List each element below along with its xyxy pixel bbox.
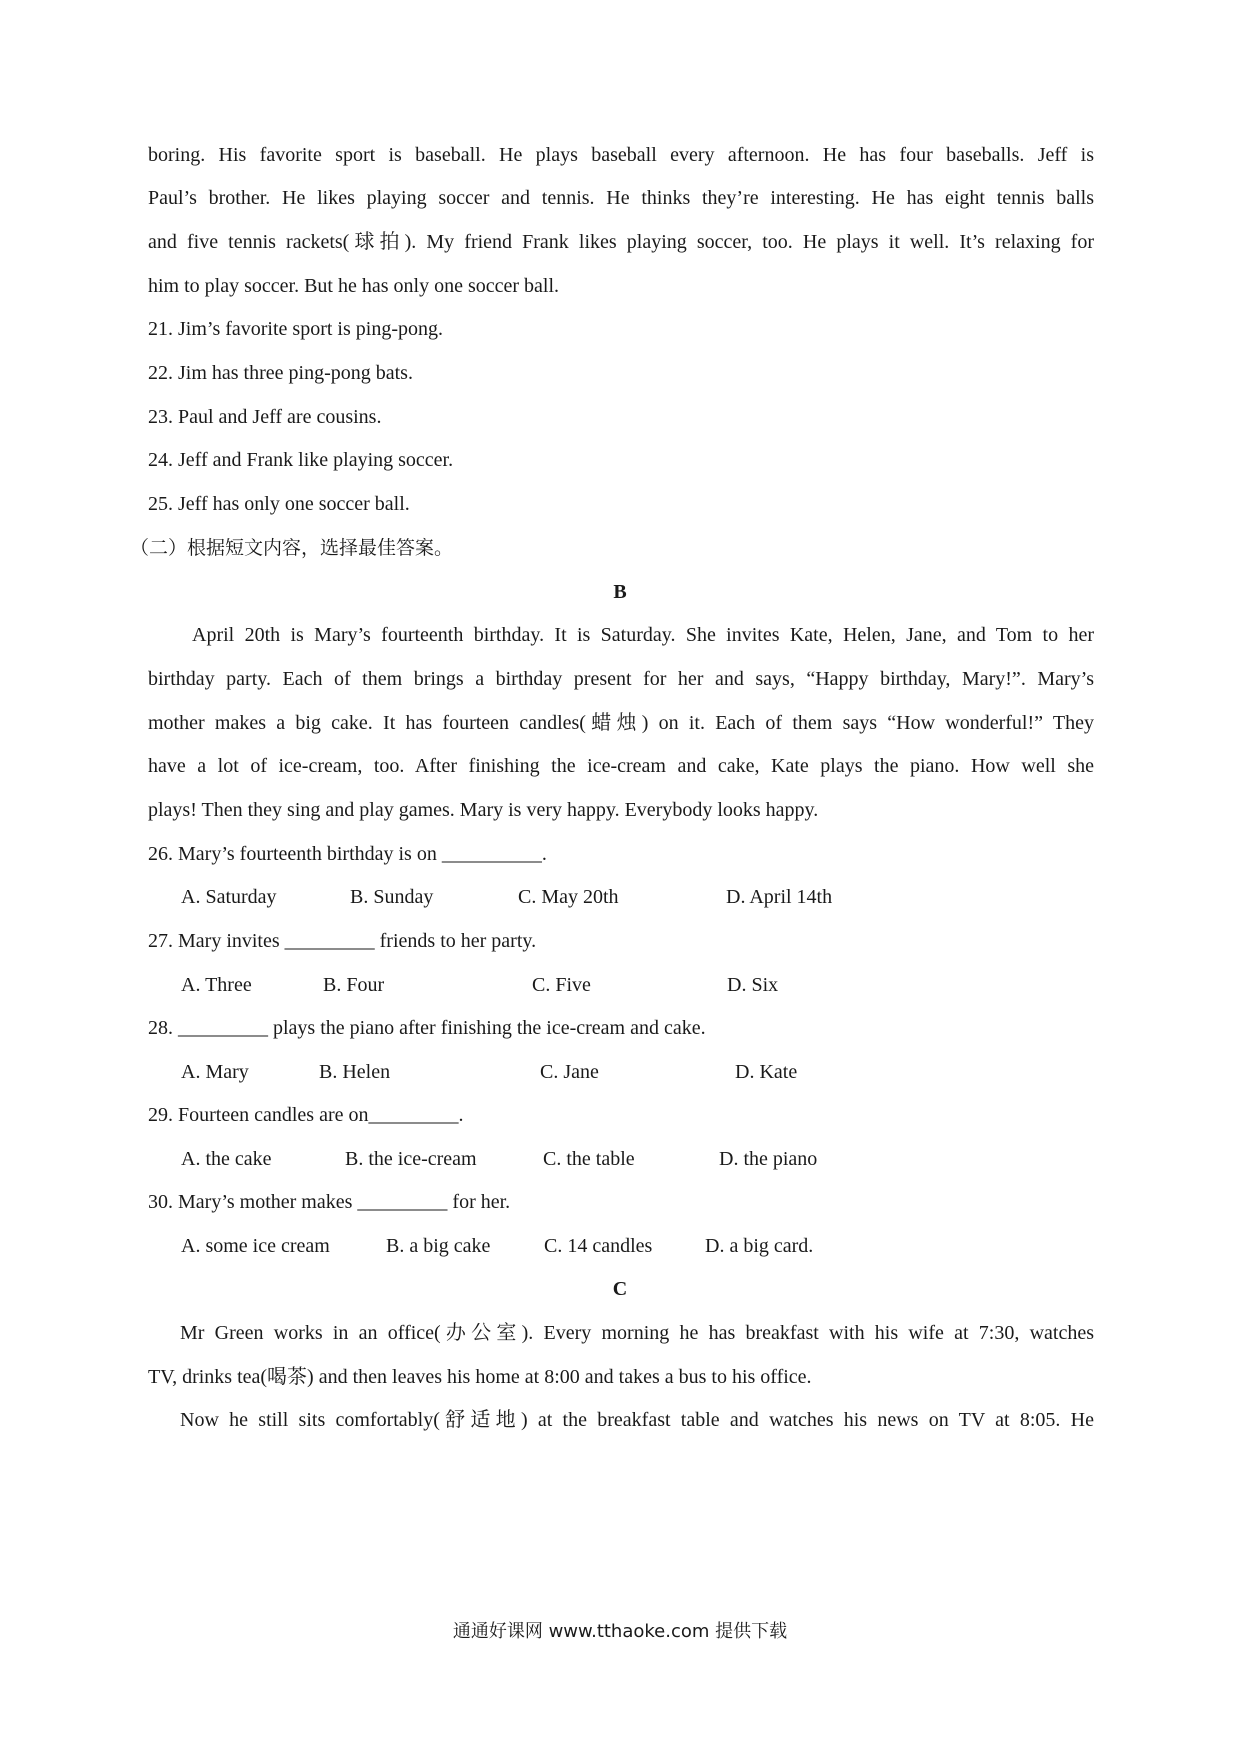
question-30-option-b: B. a big cake — [386, 1235, 491, 1257]
question-28-option-d: D. Kate — [735, 1061, 798, 1083]
passage-a-line-2: Paul’s brother. He likes playing soccer and tennis. He thinks they’re interesting. He has eight tennis balls — [148, 187, 1094, 209]
passage-c-line-2: TV, drinks tea(喝茶) and then leaves his home at 8:00 and takes a bus to his office. — [148, 1366, 812, 1388]
passage-a-line-1: boring. His favorite sport is baseball. He plays baseball every afternoon. He has four baseballs. Jeff is — [148, 144, 1094, 166]
question-26-option-a: A. Saturday — [181, 886, 277, 908]
passage-b-line-3: mother makes a big cake. It has fourteen candles(蜡烛) on it. Each of them says “How wonderful!” They — [148, 712, 1094, 734]
passage-b-line-1: April 20th is Mary’s fourteenth birthday. It is Saturday. She invites Kate, Helen, Jane, and Tom to her — [192, 624, 1094, 646]
passage-b-line-5: plays! Then they sing and play games. Mary is very happy. Everybody looks happy. — [148, 799, 819, 821]
question-27-option-d: D. Six — [727, 974, 779, 996]
question-27-option-c: C. Five — [532, 974, 591, 996]
statement-21: 21. Jim’s favorite sport is ping-pong. — [148, 318, 443, 340]
passage-b-line-4: have a lot of ice-cream, too. After finishing the ice-cream and cake, Kate plays the piano. How well she — [148, 755, 1094, 777]
question-26-option-b: B. Sunday — [350, 886, 434, 908]
question-27-stem: 27. Mary invites _________ friends to her party. — [148, 930, 537, 952]
question-27-option-b: B. Four — [323, 974, 385, 996]
statement-23: 23. Paul and Jeff are cousins. — [148, 406, 382, 428]
question-28-option-b: B. Helen — [319, 1061, 391, 1083]
question-28-option-c: C. Jane — [540, 1061, 599, 1083]
question-30-option-c: C. 14 candles — [544, 1235, 653, 1257]
passage-c-heading: C — [612, 1278, 628, 1300]
passage-a-line-3: and five tennis rackets(球拍). My friend Frank likes playing soccer, too. He plays it well. It’s relaxing for — [148, 231, 1094, 253]
question-29-option-a: A. the cake — [181, 1148, 272, 1170]
passage-a-line-4: him to play soccer. But he has only one soccer ball. — [148, 275, 560, 297]
statement-24: 24. Jeff and Frank like playing soccer. — [148, 449, 454, 471]
question-27-option-a: A. Three — [181, 974, 252, 996]
statement-22: 22. Jim has three ping-pong bats. — [148, 362, 413, 384]
question-26-option-c: C. May 20th — [518, 886, 619, 908]
question-26-option-d: D. April 14th — [726, 886, 833, 908]
question-29-option-b: B. the ice-cream — [345, 1148, 477, 1170]
passage-c-line-3: Now he still sits comfortably(舒适地) at the breakfast table and watches his news on TV at 8:05. He — [180, 1409, 1094, 1431]
question-30-stem: 30. Mary’s mother makes _________ for her. — [148, 1191, 511, 1213]
question-26-stem: 26. Mary’s fourteenth birthday is on __________. — [148, 843, 547, 865]
passage-b-line-2: birthday party. Each of them brings a birthday present for her and says, “Happy birthday, Mary!”. Mary’s — [148, 668, 1094, 690]
passage-b-heading: B — [613, 581, 627, 603]
question-29-option-d: D. the piano — [719, 1148, 818, 1170]
section-two-instruction: （二）根据短文内容，选择最佳答案。 — [130, 537, 454, 559]
passage-c-line-1: Mr Green works in an office(办公室). Every morning he has breakfast with his wife at 7:30, watches — [180, 1322, 1094, 1344]
question-28-option-a: A. Mary — [181, 1061, 249, 1083]
statement-25: 25. Jeff has only one soccer ball. — [148, 493, 410, 515]
question-30-option-d: D. a big card. — [705, 1235, 814, 1257]
question-29-option-c: C. the table — [543, 1148, 635, 1170]
page-footer: 通通好课网 www.tthaoke.com 提供下载 — [452, 1621, 788, 1642]
question-28-stem: 28. _________ plays the piano after finishing the ice-cream and cake. — [148, 1017, 706, 1039]
question-30-option-a: A. some ice cream — [181, 1235, 330, 1257]
question-29-stem: 29. Fourteen candles are on_________. — [148, 1104, 464, 1126]
